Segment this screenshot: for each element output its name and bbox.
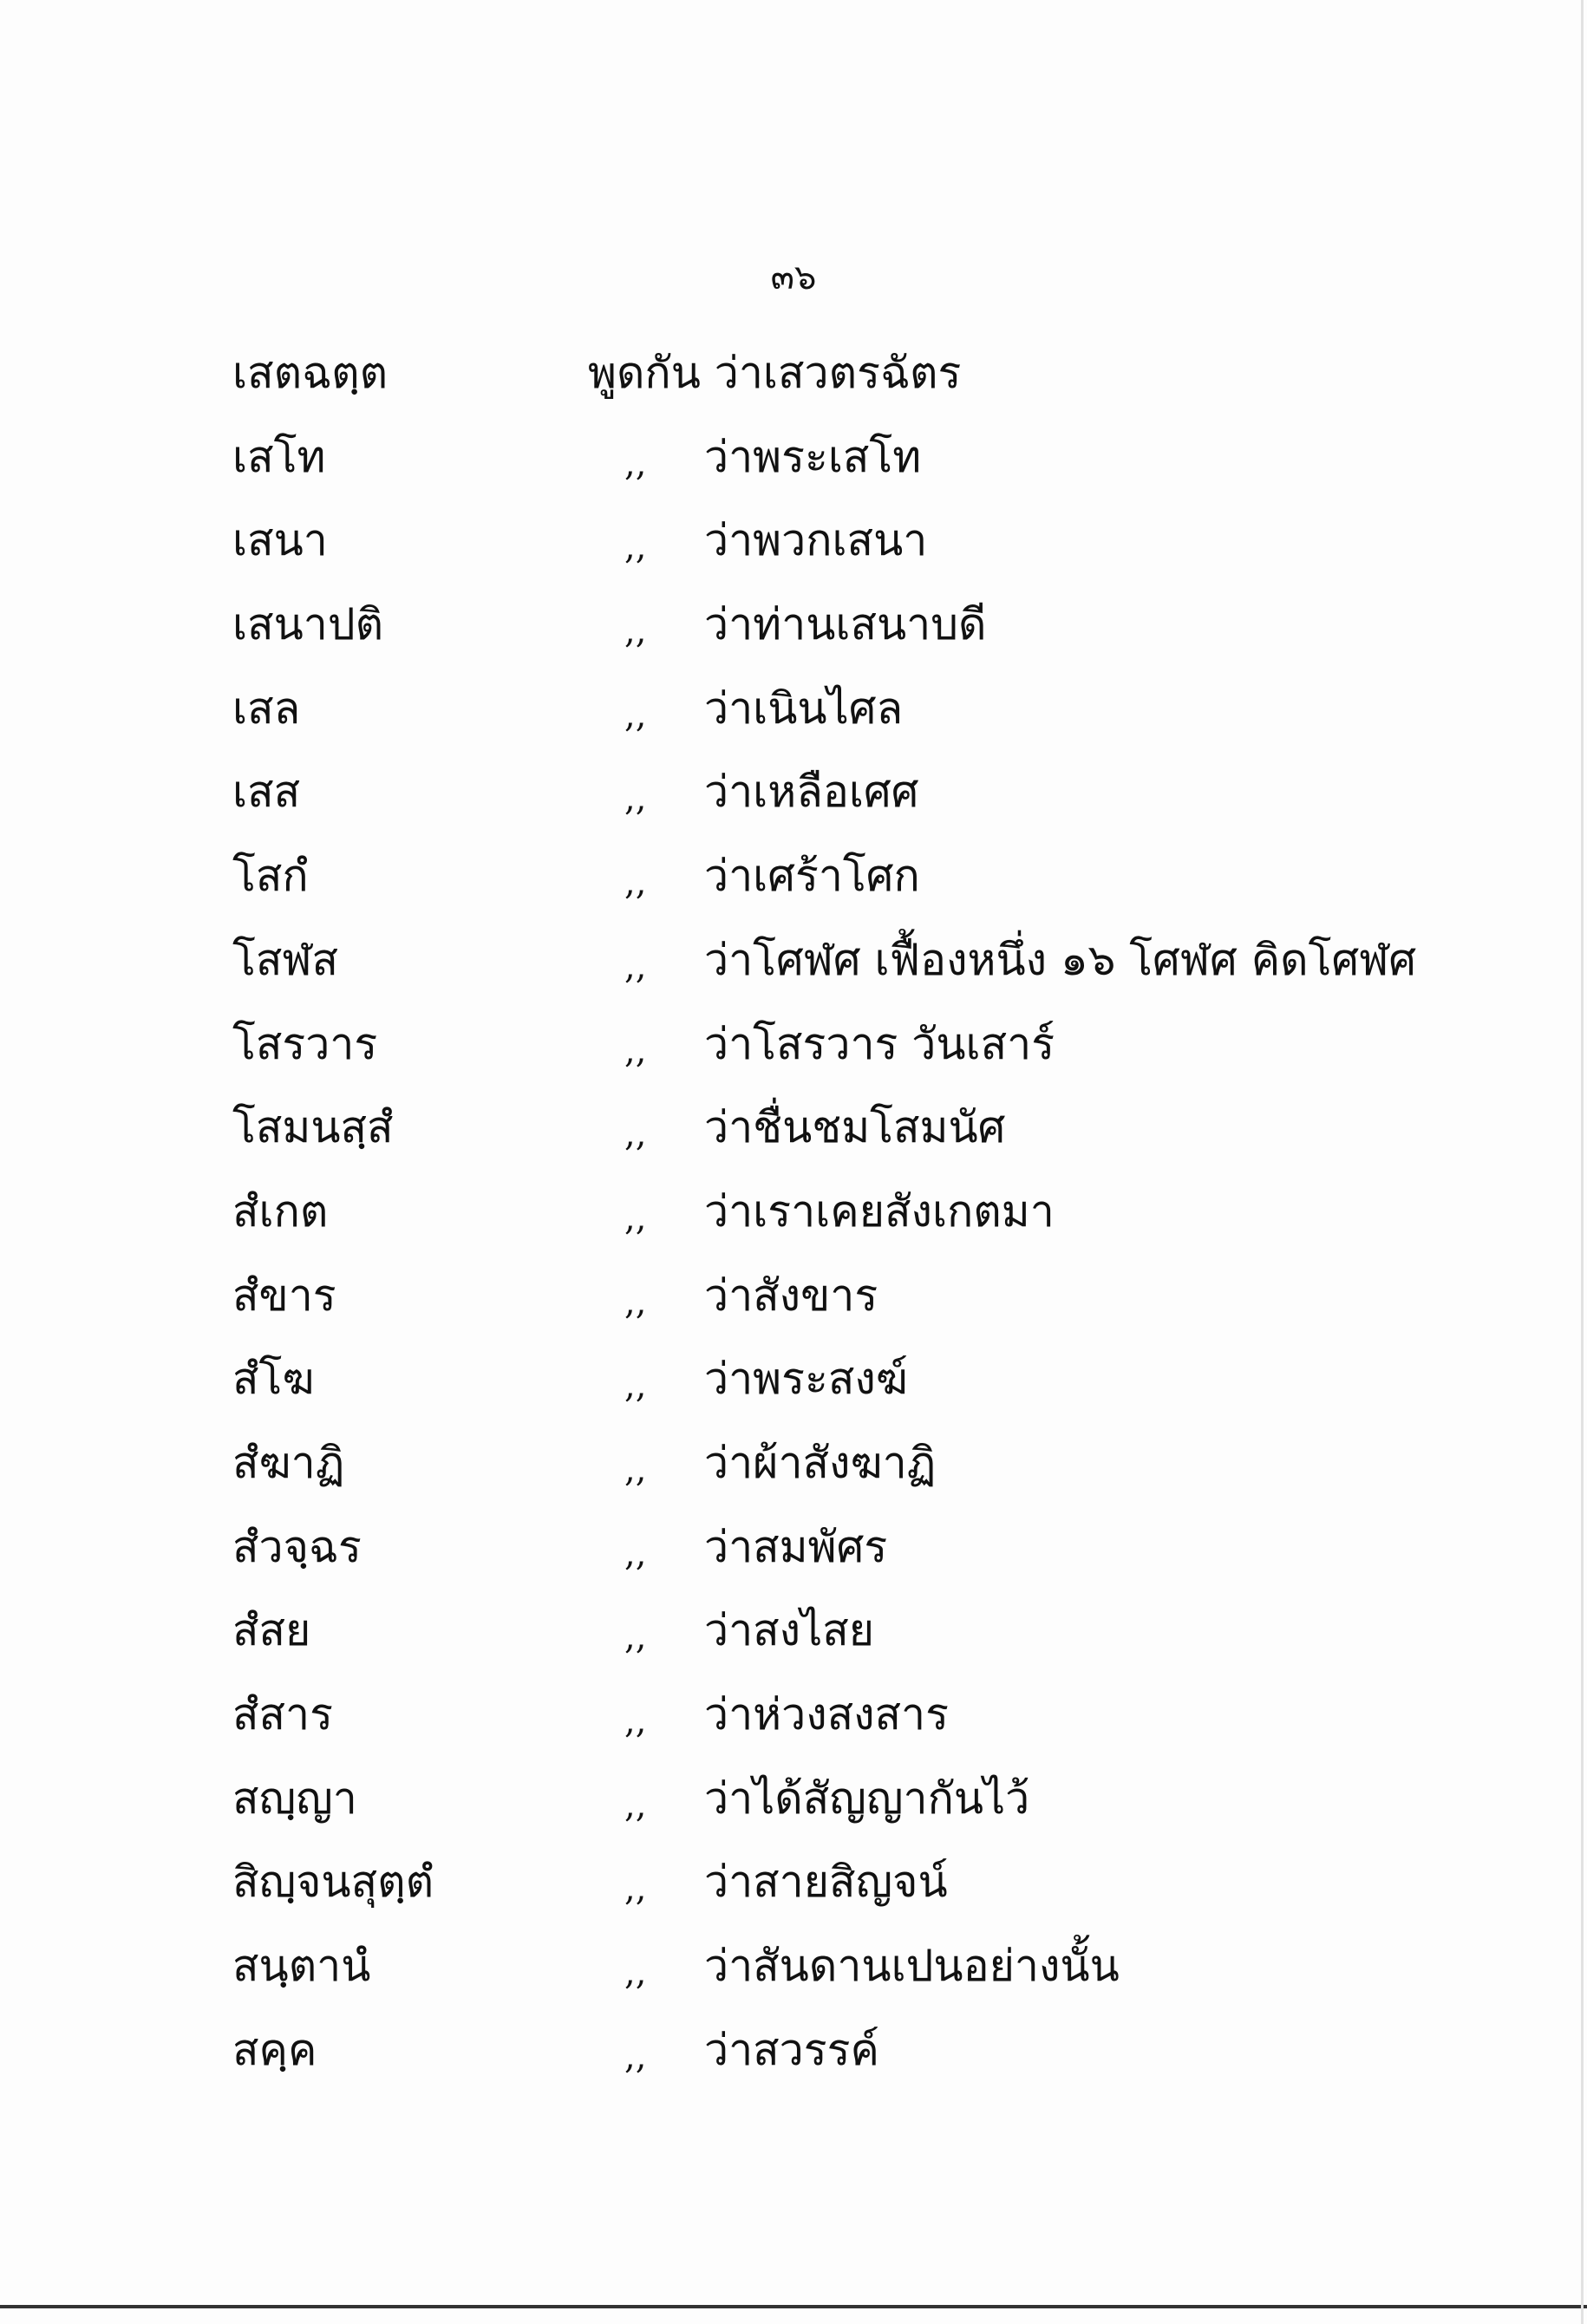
entry-meaning: ว่าสมพัศร	[704, 1521, 888, 1572]
entry-meaning: ว่าพระสงฆ์	[704, 1354, 908, 1405]
glossary-entry	[0, 1097, 1587, 1181]
entry-meaning: ว่าผ้าสังฆาฏิ	[704, 1437, 937, 1488]
entry-term: สํฆาฏิ	[232, 1437, 345, 1488]
ditto-mark: ,,	[624, 1953, 647, 1994]
entry-term: โสรวาร	[232, 1018, 378, 1069]
ditto-mark: ,,	[624, 1617, 647, 1658]
ditto-mark: ,,	[624, 1785, 647, 1825]
entry-meaning: ว่าสังขาร	[704, 1270, 878, 1321]
entry-term: สํสย	[232, 1605, 311, 1656]
glossary-entry	[0, 1014, 1587, 1098]
ditto-mark: ,,	[624, 1030, 647, 1071]
glossary-header-entry	[0, 343, 1587, 427]
ditto-mark: ,,	[624, 443, 647, 484]
entry-term: สํโฆ	[232, 1354, 315, 1405]
entry-meaning: ว่าเศร้าโศก	[704, 851, 920, 902]
ditto-mark: ,,	[624, 1701, 647, 1741]
entry-meaning: ว่าสายสิญจน์	[704, 1857, 948, 1908]
entry-term: สนฺตานํ	[232, 1941, 371, 1992]
glossary-entry	[0, 761, 1587, 845]
entry-meaning: ว่าได้สัญญากันไว้	[704, 1772, 1030, 1824]
glossary-entry	[0, 427, 1587, 511]
entry-term: เสส	[232, 767, 301, 818]
entry-term: เสโท	[232, 431, 326, 482]
entry-meaning: พูดกัน ว่าเสวตรฉัตร	[588, 348, 962, 398]
entry-term: โสฬส	[232, 934, 339, 985]
entry-term: สํเกต	[232, 1185, 329, 1237]
entry-term: สํสาร	[232, 1689, 333, 1740]
ditto-mark: ,,	[624, 695, 647, 735]
ditto-mark: ,,	[624, 1449, 647, 1490]
entry-meaning: ว่าโสรวาร วันเสาร์	[704, 1018, 1055, 1069]
glossary-entry	[0, 678, 1587, 762]
glossary-entry	[0, 2020, 1587, 2104]
ditto-mark: ,,	[624, 1198, 647, 1238]
ditto-mark: ,,	[624, 1282, 647, 1322]
ditto-mark: ,,	[624, 2036, 647, 2077]
entry-term: สํวจฺฉร	[232, 1521, 362, 1572]
glossary-entry	[0, 1768, 1587, 1852]
entry-meaning: ว่าเหลือเศศ	[704, 767, 919, 818]
entry-meaning: ว่าพระเสโท	[704, 431, 922, 482]
glossary-entry	[0, 1936, 1587, 2020]
ditto-mark: ,,	[624, 611, 647, 652]
entry-term: เสนาปติ	[232, 599, 384, 650]
entry-meaning: ว่าโศฬศ เฟื้องหนึ่ง ๑๖ โศฬศ คิดโศฬศ	[704, 934, 1417, 985]
entry-term: สิญฺจนสุตฺตํ	[232, 1857, 434, 1908]
glossary-entry	[0, 1684, 1587, 1768]
glossary-entry	[0, 1600, 1587, 1684]
ditto-mark: ,,	[624, 946, 647, 987]
glossary-list	[0, 343, 1587, 2103]
ditto-mark: ,,	[624, 527, 647, 568]
glossary-entry	[0, 1517, 1587, 1601]
ditto-mark: ,,	[624, 1366, 647, 1407]
entry-term: เสนา	[232, 515, 328, 566]
entry-meaning: ว่าชื่นชมโสมนัศ	[704, 1102, 1006, 1153]
ditto-mark: ,,	[624, 779, 647, 819]
glossary-entry	[0, 1348, 1587, 1433]
ditto-mark: ,,	[624, 863, 647, 904]
entry-term: เสตฉตฺต	[232, 348, 389, 398]
entry-meaning: ว่าเราเคยสังเกตมา	[704, 1185, 1055, 1237]
glossary-entry	[0, 1265, 1587, 1349]
entry-term: สญฺญา	[232, 1772, 357, 1824]
ditto-mark: ,,	[624, 1869, 647, 1909]
glossary-entry	[0, 1851, 1587, 1936]
entry-meaning: ว่าท่านเสนาบดี	[704, 599, 987, 650]
entry-meaning: ว่าสวรรค์	[704, 2024, 879, 2075]
glossary-entry	[0, 594, 1587, 678]
entry-term: โสกํ	[232, 851, 309, 902]
entry-meaning: ว่าสงไสย	[704, 1605, 875, 1656]
entry-term: สคฺค	[232, 2024, 317, 2075]
entry-meaning: ว่าห่วงสงสาร	[704, 1689, 949, 1740]
entry-meaning: ว่าพวกเสนา	[704, 515, 928, 566]
entry-term: เสล	[232, 682, 301, 734]
entry-meaning: ว่าสันดานเปนอย่างนั้น	[704, 1941, 1120, 1992]
scan-edge-shadow	[1581, 0, 1584, 2324]
glossary-rows	[0, 427, 1587, 2104]
entry-meaning: ว่าเนินไศล	[704, 682, 904, 734]
ditto-mark: ,,	[624, 1533, 647, 1574]
scan-border-line	[0, 2305, 1587, 2308]
glossary-entry	[0, 845, 1587, 930]
page-number: ๓๖	[770, 258, 817, 297]
entry-term: โสมนสฺสํ	[232, 1102, 394, 1153]
ditto-mark: ,,	[624, 1114, 647, 1155]
entry-term: สํขาร	[232, 1270, 336, 1321]
glossary-entry	[0, 1433, 1587, 1517]
glossary-entry	[0, 930, 1587, 1014]
glossary-entry	[0, 510, 1587, 594]
glossary-entry	[0, 1181, 1587, 1265]
